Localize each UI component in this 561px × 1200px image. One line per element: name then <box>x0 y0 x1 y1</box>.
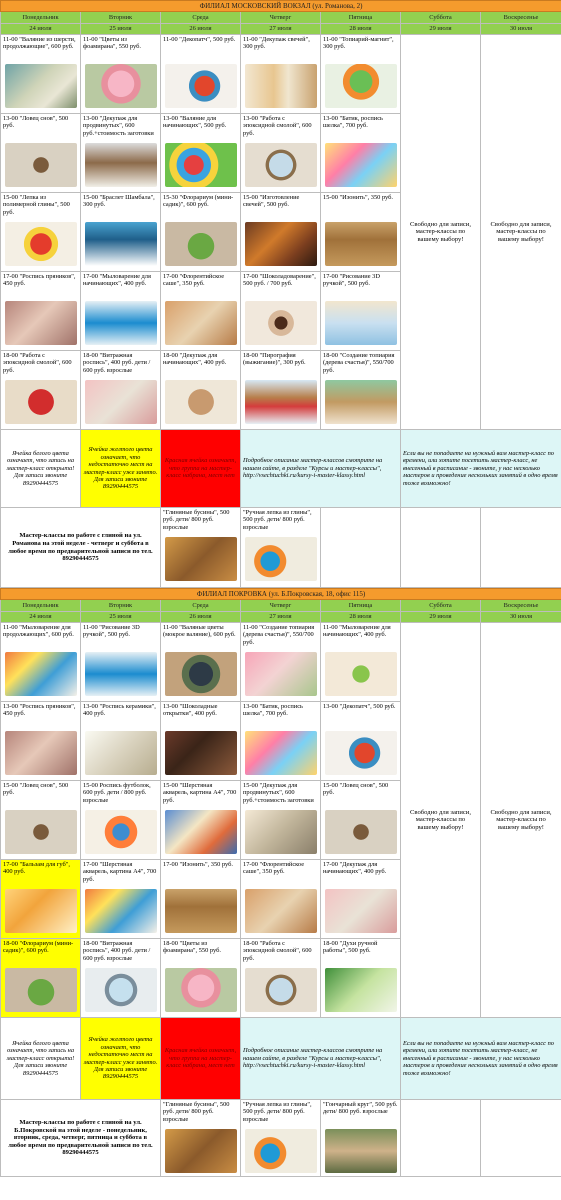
class-photo <box>325 731 397 775</box>
class-photo <box>85 652 157 696</box>
class-cell[interactable] <box>161 351 241 430</box>
class-label: 18-00 "Витражная роспись", 400 руб. дети / 600 руб. взрослые <box>83 352 151 374</box>
class-cell[interactable] <box>321 272 401 351</box>
class-cell[interactable] <box>241 939 321 1018</box>
day-header: Воскресенье <box>481 600 561 612</box>
class-label: 18-00 "Работа с эпоксидной смолой", 600 руб. <box>243 940 312 962</box>
class-photo <box>85 380 157 424</box>
class-label: 18-00 "Создание топиария (дерева счастья)", 550/700 руб. <box>323 352 395 374</box>
day-header: Вторник <box>81 600 161 612</box>
class-label: 17-00 "Декупаж для начинающих", 400 руб. <box>323 861 387 876</box>
class-cell[interactable] <box>241 702 321 781</box>
day-header: Суббота <box>401 600 481 612</box>
class-photo <box>245 889 317 933</box>
date-header: 24 июля <box>1 24 81 35</box>
class-cell[interactable] <box>241 351 321 430</box>
class-photo <box>165 1129 237 1173</box>
class-photo <box>85 731 157 775</box>
class-label: 13-00 "Роспись пряников", 450 руб. <box>3 703 76 718</box>
class-label: 18-00 "Пирография (выжигание)", 300 руб. <box>243 352 306 367</box>
class-label: 15-00 "Шерстяная акварель, картина А4", 700 руб. <box>163 782 237 804</box>
class-cell[interactable] <box>321 702 401 781</box>
class-cell[interactable] <box>161 702 241 781</box>
clay-class-cell[interactable] <box>161 508 241 588</box>
date-header: 30 июля <box>481 24 561 35</box>
class-photo <box>165 537 237 581</box>
date-header: 27 июля <box>241 24 321 35</box>
legend-info: Подробное описание мастер-классов смотрите на нашем сайте, в разделе "Курсы и мастер-классы", http://vsechtuchki.ru/kursy-i-master-klassy.html <box>241 1018 401 1100</box>
day-header: Четверг <box>241 600 321 612</box>
class-label: 11-00 "Декопатч", 500 руб. <box>163 36 236 43</box>
schedule-table-branch2 <box>0 588 561 1177</box>
class-photo <box>165 810 237 854</box>
class-cell[interactable] <box>321 781 401 860</box>
class-label: 13-00 "Шоколадные открытки", 400 руб. <box>163 703 218 718</box>
class-photo <box>245 1129 317 1173</box>
class-cell[interactable] <box>321 35 401 114</box>
class-label: 13-00 "Роспись керамики", 400 руб. <box>83 703 156 718</box>
class-label: 15-00 Роспись футболок, 600 руб. дети / 800 руб. взрослые <box>83 782 151 804</box>
class-photo <box>325 380 397 424</box>
class-label: 18-00 "Витражная роспись", 400 руб. дети / 600 руб. взрослые <box>83 940 151 962</box>
class-label: "Гончарный круг", 500 руб. дети/ 800 руб. взрослые <box>323 1101 398 1116</box>
class-label: 11-00 "Мыловарение для продолжающих", 600 руб. <box>3 624 74 639</box>
legend-red: Красная ячейка означает, что группа на мастер-класс набрана, мест нет <box>161 430 241 508</box>
class-label: "Глиняные бусины", 500 руб. дети/ 800 руб. взрослые <box>163 509 230 531</box>
class-label: 18-00 "Работа с эпоксидной смолой", 600 руб. <box>3 352 72 374</box>
class-photo <box>245 143 317 187</box>
day-header: Суббота <box>401 12 481 24</box>
class-cell[interactable] <box>161 193 241 272</box>
class-photo <box>165 301 237 345</box>
day-header: Пятница <box>321 12 401 24</box>
class-photo <box>5 968 77 1012</box>
class-photo <box>165 380 237 424</box>
class-photo <box>5 64 77 108</box>
class-label: 11-00 "Декупаж свечей", 300 руб. <box>243 36 310 51</box>
class-photo <box>245 64 317 108</box>
class-label: 11-00 "Создание топиария (дерева счастья)", 550/700 руб. <box>243 624 315 646</box>
class-photo <box>325 652 397 696</box>
class-label: 17-00 "Шоколадоварение", 500 руб. / 700 руб. <box>243 273 316 288</box>
class-label: 13-00 "Валяние для начинающих", 500 руб. <box>163 115 227 130</box>
class-cell[interactable] <box>161 114 241 193</box>
day-header: Среда <box>161 600 241 612</box>
class-photo <box>85 301 157 345</box>
class-label: 15-00 "Лепка из полимерной глины", 500 руб. <box>3 194 70 216</box>
class-cell[interactable] <box>161 860 241 939</box>
class-photo <box>5 810 77 854</box>
class-label: 11-00 "Рисование 3D ручкой", 500 руб. <box>83 624 140 639</box>
date-header: 30 июля <box>481 612 561 623</box>
free-slot-saturday[interactable]: Свободно для записи, мастер-классы по вашему выбору! <box>401 35 481 430</box>
schedule-table-branch1 <box>0 0 561 588</box>
empty-cell <box>321 508 401 588</box>
class-cell[interactable] <box>81 35 161 114</box>
date-header: 28 июля <box>321 24 401 35</box>
empty-cell <box>401 508 481 588</box>
class-cell[interactable] <box>321 114 401 193</box>
class-cell[interactable] <box>161 623 241 702</box>
date-header: 29 июля <box>401 24 481 35</box>
class-cell[interactable] <box>321 351 401 430</box>
class-label: 15-30 "Флорариум (мини-садик)", 600 руб. <box>163 194 234 209</box>
class-photo <box>5 731 77 775</box>
class-photo <box>245 731 317 775</box>
class-label: 11-00 "Валяные цветы (мокрое валяние), 600 руб. <box>163 624 236 639</box>
class-photo <box>5 652 77 696</box>
class-label: 11-00 "Топиарий-магнит", 300 руб. <box>323 36 394 51</box>
class-label: 17-00 "Флорентийское саше", 350 руб. <box>243 861 305 876</box>
class-label: 13-00 "Декупаж для продвинутых", 600 руб.+стоимость заготовки <box>83 115 154 137</box>
class-label: 13-00 "Батик, роспись шелка", 700 руб. <box>323 115 383 130</box>
empty-cell <box>481 1100 561 1177</box>
clay-note: Мастер-классы по работе с глиной на ул. Романова на этой неделе - четверг и суббота в любое время по предварительной записи по тел. 89290444575 <box>1 508 161 588</box>
date-header: 29 июля <box>401 612 481 623</box>
date-header: 26 июля <box>161 612 241 623</box>
class-label: 11-00 "Цветы из фоамирана", 550 руб. <box>83 36 141 51</box>
legend-info: Подробное описание мастер-классов смотрите на нашем сайте, в разделе "Курсы и мастер-классы", http://vsechtuchki.ru/kursy-i-master-klassy.html <box>241 430 401 508</box>
class-label: 13-00 "Работа с эпоксидной смолой", 600 руб. <box>243 115 312 137</box>
class-cell[interactable] <box>1 114 81 193</box>
class-cell[interactable] <box>241 860 321 939</box>
class-photo <box>5 889 77 933</box>
class-cell[interactable] <box>161 781 241 860</box>
clay-class-cell[interactable] <box>241 1100 321 1177</box>
class-photo <box>165 889 237 933</box>
clay-class-cell[interactable] <box>321 1100 401 1177</box>
day-header: Понедельник <box>1 12 81 24</box>
class-cell[interactable] <box>241 114 321 193</box>
class-cell[interactable] <box>81 193 161 272</box>
class-label: 15-00 "Ловец снов", 500 руб. <box>323 782 389 797</box>
clay-class-cell[interactable] <box>241 508 321 588</box>
clay-class-cell[interactable] <box>161 1100 241 1177</box>
legend-white: Ячейка белого цвета означает, что запись на мастер-класс открыта! Для записи звоните 89290444575 <box>1 1018 81 1100</box>
class-photo <box>245 652 317 696</box>
class-photo <box>245 301 317 345</box>
legend-extra: Если вы не попадаете на нужный вам мастер-класс по времени, или хотите посетить мастер-класс, не внесенный в расписание - звоните, у нас несколько мастеров и проведение нескольких занятий в одно время тоже возможно! <box>401 1018 561 1100</box>
day-header: Понедельник <box>1 600 81 612</box>
class-photo <box>85 143 157 187</box>
empty-cell <box>401 1100 481 1177</box>
free-slot-sunday[interactable]: Свободно для записи, мастер-классы по вашему выбору! <box>481 35 561 430</box>
class-label: 17-00 "Рисование 3D ручкой", 500 руб. <box>323 273 380 288</box>
empty-cell <box>481 508 561 588</box>
class-photo <box>85 222 157 266</box>
legend-yellow: Ячейка желтого цвета означает, что недостаточно мест на мастер-класс уже занято. Для записи звоните 89290444575 <box>81 1018 161 1100</box>
class-cell[interactable] <box>1 272 81 351</box>
day-header: Воскресенье <box>481 12 561 24</box>
class-label: 18-00 "Духи ручной работы", 500 руб. <box>323 940 378 955</box>
class-cell[interactable] <box>81 781 161 860</box>
class-cell[interactable] <box>241 623 321 702</box>
class-photo <box>165 222 237 266</box>
class-cell[interactable] <box>81 114 161 193</box>
class-cell[interactable] <box>81 702 161 781</box>
class-label: 11-00 "Валяние из шерсти, продолжающие", 600 руб. <box>3 36 76 51</box>
class-cell[interactable] <box>161 35 241 114</box>
date-header: 27 июля <box>241 612 321 623</box>
day-header: Четверг <box>241 12 321 24</box>
class-cell[interactable] <box>81 351 161 430</box>
class-photo <box>85 889 157 933</box>
class-cell[interactable] <box>1 623 81 702</box>
class-label: 13-00 "Ловец снов", 500 руб. <box>3 115 69 130</box>
class-label: "Ручная лепка из глины", 500 руб. дети/ 800 руб. взрослые <box>243 1101 312 1123</box>
class-photo <box>85 968 157 1012</box>
date-header: 24 июля <box>1 612 81 623</box>
class-cell[interactable] <box>161 272 241 351</box>
class-label: "Глиняные бусины", 500 руб. дети/ 800 руб. взрослые <box>163 1101 230 1123</box>
class-label: 15-00 "Браслет Шамбала", 300 руб. <box>83 194 155 209</box>
day-header: Вторник <box>81 12 161 24</box>
class-cell[interactable] <box>1 193 81 272</box>
branch-title: ФИЛИАЛ МОСКОВСКИЙ ВОКЗАЛ (ул. Романова, 2) <box>1 1 561 12</box>
class-photo <box>325 301 397 345</box>
class-label: 15-00 "Изонить", 350 руб. <box>323 194 394 201</box>
class-label: 18-00 "Декупаж для начинающих", 400 руб. <box>163 352 227 367</box>
class-photo <box>85 64 157 108</box>
class-photo <box>5 143 77 187</box>
class-cell[interactable] <box>1 351 81 430</box>
class-cell[interactable] <box>321 623 401 702</box>
class-label: 17-00 "Мыловарение для начинающих", 400 руб. <box>83 273 151 288</box>
class-label: 15-00 "Декупаж для продвинутых", 600 руб.+стоимость заготовки <box>243 782 314 804</box>
class-label: 15-00 "Ловец снов", 500 руб. <box>3 782 69 797</box>
class-photo <box>245 810 317 854</box>
class-cell[interactable] <box>1 781 81 860</box>
class-label: 18-00 "Цветы из фоамирана", 550 руб. <box>163 940 221 955</box>
class-cell[interactable] <box>241 35 321 114</box>
branch-title: ФИЛИАЛ ПОКРОВКА (ул. Б.Покровская, 18, офис 115) <box>1 589 561 600</box>
class-photo <box>325 810 397 854</box>
class-photo <box>165 652 237 696</box>
class-cell[interactable] <box>321 939 401 1018</box>
class-label: 18-00 "Флорариум (мини-садик)", 600 руб. <box>3 940 74 955</box>
class-photo <box>5 301 77 345</box>
class-label: 17-00 "Бальзам для губ", 400 руб. <box>3 861 70 876</box>
legend-yellow: Ячейка желтого цвета означает, что недостаточно мест на мастер-класс уже занято. Для записи звоните 89290444575 <box>81 430 161 508</box>
class-photo <box>325 968 397 1012</box>
day-header: Среда <box>161 12 241 24</box>
class-label: 17-00 "Флорентийское саше", 350 руб. <box>163 273 225 288</box>
class-photo <box>245 968 317 1012</box>
class-photo <box>5 222 77 266</box>
class-cell[interactable] <box>81 939 161 1018</box>
legend-white: Ячейка белого цвета означает, что запись на мастер-класс открыта! Для записи звоните 89290444575 <box>1 430 81 508</box>
class-photo <box>85 810 157 854</box>
legend-red: Красная ячейка означает, что группа на мастер-класс набрана, мест нет <box>161 1018 241 1100</box>
class-label: 13-00 "Батик, роспись шелка", 700 руб. <box>243 703 303 718</box>
class-photo <box>325 222 397 266</box>
class-label: 11-00 "Мыловарение для начинающих", 400 руб. <box>323 624 391 639</box>
class-cell-highlighted[interactable] <box>1 939 81 1018</box>
class-cell[interactable] <box>161 939 241 1018</box>
class-photo <box>245 537 317 581</box>
class-label: 15-00 "Изготовление свечей", 500 руб. <box>243 194 300 209</box>
class-cell[interactable] <box>241 781 321 860</box>
class-photo <box>325 889 397 933</box>
date-header: 25 июля <box>81 612 161 623</box>
free-slot-sunday[interactable]: Свободно для записи, мастер-классы по вашему выбору! <box>481 623 561 1018</box>
class-cell[interactable] <box>241 272 321 351</box>
class-label: 13-00 "Декопатч", 500 руб. <box>323 703 396 710</box>
class-photo <box>165 968 237 1012</box>
date-header: 26 июля <box>161 24 241 35</box>
class-cell[interactable] <box>81 860 161 939</box>
free-slot-saturday[interactable]: Свободно для записи, мастер-классы по вашему выбору! <box>401 623 481 1018</box>
date-header: 28 июля <box>321 612 401 623</box>
class-cell[interactable] <box>81 272 161 351</box>
class-photo <box>325 143 397 187</box>
class-photo <box>245 380 317 424</box>
class-cell[interactable] <box>321 860 401 939</box>
class-label: 17-00 "Роспись пряников", 450 руб. <box>3 273 76 288</box>
clay-note: Мастер-классы по работе с глиной на ул. Б.Покровской на этой неделе - понедельник, вторник, среда, четверг, пятница и суббота в любое время по предварительной записи по тел. 89290444575 <box>1 1100 161 1177</box>
class-label: "Ручная лепка из глины", 500 руб. дети/ 800 руб. взрослые <box>243 509 312 531</box>
branch-pokrovka <box>0 588 561 1177</box>
class-photo <box>165 64 237 108</box>
class-photo <box>165 143 237 187</box>
class-cell[interactable] <box>1 702 81 781</box>
class-cell[interactable] <box>241 193 321 272</box>
class-cell[interactable] <box>1 35 81 114</box>
class-photo <box>325 1129 397 1173</box>
date-header: 25 июля <box>81 24 161 35</box>
day-header: Пятница <box>321 600 401 612</box>
class-label: 17-00 "Шерстяная акварель, картина А4", 700 руб. <box>83 861 157 883</box>
class-photo <box>325 64 397 108</box>
class-photo <box>245 222 317 266</box>
branch-moskovsky-vokzal <box>0 0 561 588</box>
class-photo <box>5 380 77 424</box>
class-cell[interactable] <box>81 623 161 702</box>
class-cell-highlighted[interactable] <box>1 860 81 939</box>
class-label: 17-00 "Изонить", 350 руб. <box>163 861 234 868</box>
class-photo <box>165 731 237 775</box>
class-cell[interactable] <box>321 193 401 272</box>
legend-extra: Если вы не попадаете на нужный вам мастер-класс по времени, или хотите посетить мастер-класс, не внесенный в расписание - звоните, у нас несколько мастеров и проведение нескольких занятий в одно время тоже возможно! <box>401 430 561 508</box>
